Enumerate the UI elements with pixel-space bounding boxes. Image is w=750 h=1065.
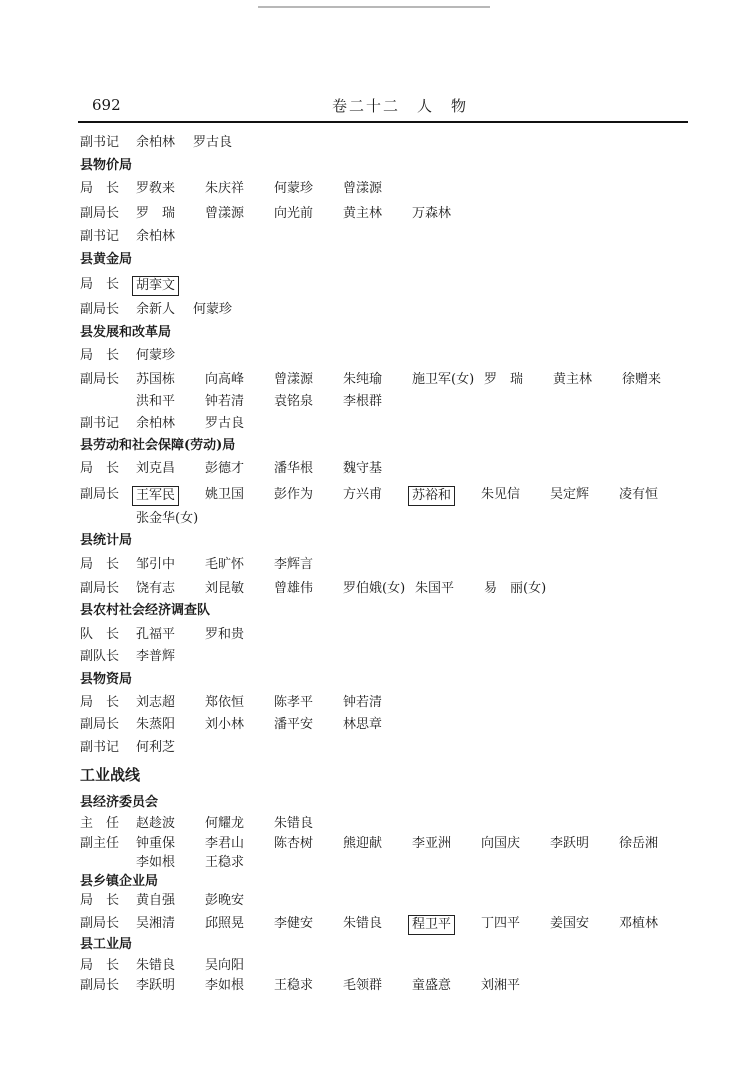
page-number: 692 — [92, 96, 121, 114]
person-name: 何蒙珍 — [193, 302, 233, 317]
person-name: 林思章 — [343, 717, 383, 732]
position-title: 副书记 — [80, 416, 120, 431]
person-name: 刘小林 — [205, 717, 245, 732]
person-name: 钟若清 — [343, 695, 383, 710]
person-name: 何蒙珍 — [274, 181, 314, 196]
position-title: 副局长 — [80, 372, 120, 387]
person-name: 彭德才 — [205, 461, 245, 476]
person-name: 罗敎来 — [136, 181, 176, 196]
person-name: 朱蒸阳 — [136, 717, 176, 732]
person-name: 何利芝 — [136, 740, 176, 755]
person-name: 吴向阳 — [205, 958, 245, 973]
position-title: 副书记 — [80, 229, 120, 244]
person-name: 潘平安 — [274, 717, 314, 732]
person-name: 李亚洲 — [412, 836, 452, 851]
person-name: 曾雄伟 — [274, 581, 314, 596]
person-name: 朱错良 — [136, 958, 176, 973]
person-name: 魏守基 — [343, 461, 383, 476]
person-name: 吴湘清 — [136, 916, 176, 931]
person-name: 何蒙珍 — [136, 348, 176, 363]
person-name: 丁四平 — [481, 916, 521, 931]
position-title: 局 长 — [80, 958, 120, 973]
person-name: 向光前 — [274, 206, 314, 221]
person-name: 黄主林 — [553, 372, 593, 387]
person-name: 苏国栋 — [136, 372, 176, 387]
person-name: 朱错良 — [343, 916, 383, 931]
person-name: 罗 瑞 — [136, 206, 176, 221]
position-title: 副局长 — [80, 206, 120, 221]
position-title: 局 长 — [80, 893, 120, 908]
person-name: 徐岳湘 — [619, 836, 659, 851]
department-heading: 县乡镇企业局 — [80, 874, 159, 889]
person-name: 邓植林 — [619, 916, 659, 931]
person-name: 朱庆祥 — [205, 181, 245, 196]
person-name: 彭作为 — [274, 487, 314, 502]
person-name: 潘华根 — [274, 461, 314, 476]
department-heading: 县发展和改革局 — [80, 325, 172, 340]
person-name: 刘湘平 — [481, 978, 521, 993]
position-title: 局 长 — [80, 181, 120, 196]
person-name: 张金华(女) — [136, 511, 199, 526]
position-title: 副书记 — [80, 135, 120, 150]
position-title: 局 长 — [80, 695, 120, 710]
person-name: 洪和平 — [136, 394, 176, 409]
department-heading: 县工业局 — [80, 937, 133, 952]
person-name: 邹引中 — [136, 557, 176, 572]
person-name: 王稳求 — [205, 855, 245, 870]
person-name: 姚卫国 — [205, 487, 245, 502]
position-title: 副局长 — [80, 717, 120, 732]
person-name: 余柏林 — [136, 416, 176, 431]
person-name: 徐赠来 — [622, 372, 662, 387]
person-name: 朱国平 — [415, 581, 455, 596]
position-title: 局 长 — [80, 348, 120, 363]
person-name: 罗古良 — [193, 135, 233, 150]
person-name: 毛旷怀 — [205, 557, 245, 572]
person-name: 刘昆敏 — [205, 581, 245, 596]
person-name: 李君山 — [205, 836, 245, 851]
position-title: 局 长 — [80, 557, 120, 572]
person-name: 郑依恒 — [205, 695, 245, 710]
person-name: 毛领群 — [343, 978, 383, 993]
person-name: 易 丽(女) — [484, 581, 547, 596]
section-heading: 工业战线 — [80, 766, 141, 784]
position-title: 副局长 — [80, 302, 120, 317]
position-title: 主 任 — [80, 816, 120, 831]
person-name: 姜国安 — [550, 916, 590, 931]
person-name: 曾漾源 — [205, 206, 245, 221]
person-name: 刘志超 — [136, 695, 176, 710]
person-name: 曾漾源 — [343, 181, 383, 196]
position-title: 副主任 — [80, 836, 120, 851]
person-name: 朱错良 — [274, 816, 314, 831]
position-title: 局 长 — [80, 277, 120, 292]
position-title: 副局长 — [80, 581, 120, 596]
person-name: 李跃明 — [136, 978, 176, 993]
person-name: 孔福平 — [136, 627, 176, 642]
person-name: 罗 瑞 — [484, 372, 524, 387]
person-name: 刘克昌 — [136, 461, 176, 476]
person-name: 施卫军(女) — [412, 372, 475, 387]
scan-top-mark — [258, 6, 490, 8]
person-name-boxed: 胡挛文 — [132, 276, 179, 296]
person-name: 李辉言 — [274, 557, 314, 572]
person-name: 李根群 — [343, 394, 383, 409]
position-title: 副队长 — [80, 649, 120, 664]
person-name: 李跃明 — [550, 836, 590, 851]
header-rule — [78, 121, 688, 123]
person-name: 赵趁波 — [136, 816, 176, 831]
person-name: 袁铭泉 — [274, 394, 314, 409]
position-title: 副书记 — [80, 740, 120, 755]
person-name: 李如根 — [205, 978, 245, 993]
person-name: 余柏林 — [136, 135, 176, 150]
person-name: 方兴甫 — [343, 487, 383, 502]
person-name: 朱纯瑜 — [343, 372, 383, 387]
person-name: 邱照晃 — [205, 916, 245, 931]
person-name-boxed: 程卫平 — [408, 915, 455, 935]
position-title: 局 长 — [80, 461, 120, 476]
person-name: 李健安 — [274, 916, 314, 931]
department-heading: 县劳动和社会保障(劳动)局 — [80, 438, 236, 453]
person-name: 彭晚安 — [205, 893, 245, 908]
person-name: 向国庆 — [481, 836, 521, 851]
person-name: 吴定辉 — [550, 487, 590, 502]
department-heading: 县统计局 — [80, 533, 133, 548]
person-name: 童盛意 — [412, 978, 452, 993]
person-name: 钟重保 — [136, 836, 176, 851]
department-heading: 县物价局 — [80, 158, 133, 173]
person-name: 罗伯娥(女) — [343, 581, 406, 596]
person-name: 朱见信 — [481, 487, 521, 502]
position-title: 副局长 — [80, 978, 120, 993]
person-name: 余新人 — [136, 302, 176, 317]
department-heading: 县农村社会经济调查队 — [80, 603, 211, 618]
person-name: 陈杏树 — [274, 836, 314, 851]
person-name: 黄主林 — [343, 206, 383, 221]
person-name: 凌有恒 — [619, 487, 659, 502]
person-name-boxed: 苏裕和 — [408, 486, 455, 506]
person-name: 罗和贵 — [205, 627, 245, 642]
running-header-title: 卷二十二 人 物 — [332, 97, 469, 115]
position-title: 队 长 — [80, 627, 120, 642]
person-name: 陈孝平 — [274, 695, 314, 710]
person-name: 黄自强 — [136, 893, 176, 908]
department-heading: 县物资局 — [80, 672, 133, 687]
person-name: 李普辉 — [136, 649, 176, 664]
position-title: 副局长 — [80, 916, 120, 931]
department-heading: 县黄金局 — [80, 252, 133, 267]
person-name: 余柏林 — [136, 229, 176, 244]
person-name: 李如根 — [136, 855, 176, 870]
person-name-boxed: 王军民 — [132, 486, 179, 506]
person-name: 王稳求 — [274, 978, 314, 993]
person-name: 罗古良 — [205, 416, 245, 431]
person-name: 何耀龙 — [205, 816, 245, 831]
person-name: 曾漾源 — [274, 372, 314, 387]
person-name: 饶有志 — [136, 581, 176, 596]
person-name: 向高峰 — [205, 372, 245, 387]
position-title: 副局长 — [80, 487, 120, 502]
department-heading: 县经济委员会 — [80, 795, 159, 810]
person-name: 钟若清 — [205, 394, 245, 409]
person-name: 熊迎献 — [343, 836, 383, 851]
person-name: 万森林 — [412, 206, 452, 221]
